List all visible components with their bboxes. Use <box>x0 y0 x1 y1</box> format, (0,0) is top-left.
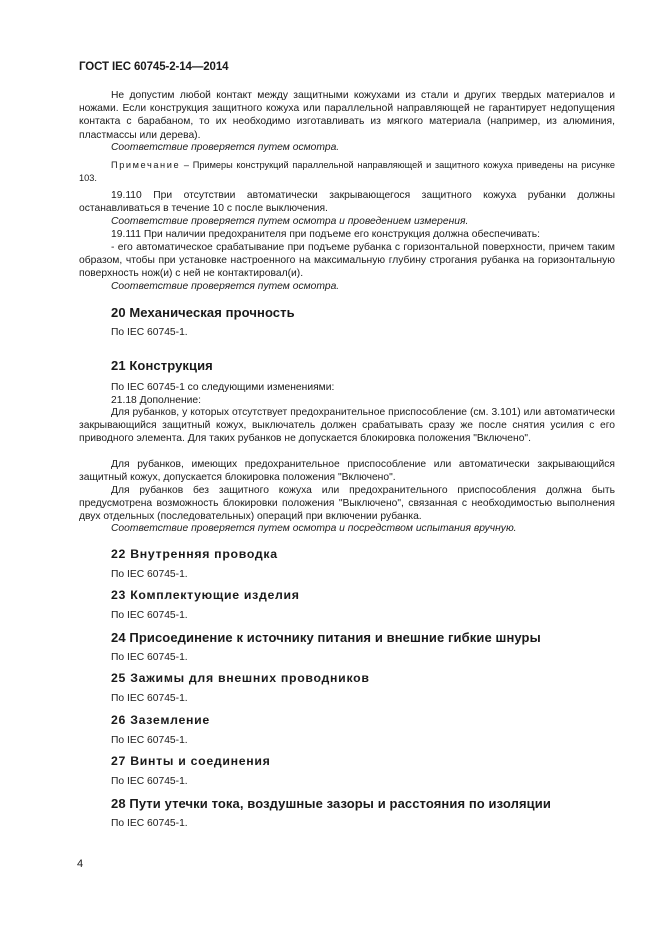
section-22-title: 22 Внутренняя проводка <box>111 547 278 561</box>
note <box>79 159 615 184</box>
section-21-p4: Для рубанков, имеющих предохранительное приспособление или автоматически закрывающийся защитный кожух, допускается блокировка положения "Включено". <box>79 459 615 484</box>
section-28-title: 28 Пути утечки тока, воздушные зазоры и расстояния по изоляции <box>111 796 551 811</box>
compliance-check: Соответствие проверяется путем осмотра и посредством испытания вручную. <box>111 523 517 534</box>
section-24-title: 24 Присоединение к источнику питания и внешние гибкие шнуры <box>111 630 541 645</box>
section-21-p5: Для рубанков без защитного кожуха или предохранительного приспособления должна быть предусмотрена возможность блокировки положения "Выключено", связанная с необходимостью выполнения двух отдельных (последовательных) операций при включении рубанка. <box>79 485 615 523</box>
section-23-ref: По IEC 60745-1. <box>111 610 188 621</box>
paragraph-19-110: 19.110 При отсутствии автоматически закрывающегося защитного кожуха рубанки должны останавливаться в течение 10 с после выключения. <box>79 190 615 215</box>
section-24-ref: По IEC 60745-1. <box>111 652 188 663</box>
section-21-title: 21 Конструкция <box>111 358 213 373</box>
compliance-check: Соответствие проверяется путем осмотра. <box>111 281 340 292</box>
section-27-title: 27 Винты и соединения <box>111 754 271 768</box>
compliance-check: Соответствие проверяется путем осмотра и проведением измерения. <box>111 216 469 227</box>
section-25-ref: По IEC 60745-1. <box>111 693 188 704</box>
document-header: ГОСТ IEC 60745-2-14—2014 <box>79 61 229 73</box>
note-label: Примечание <box>111 160 181 170</box>
paragraph-19-111-item: - его автоматическое срабатывание при подъеме рубанка с горизонтальной поверхности, причем таким образом, чтобы при установке настроенного на максимальную глубину строгания рубанка на горизонтальную поверхность нож(и) с ней не контактировал(и). <box>79 242 615 280</box>
section-20-title: 20 Механическая прочность <box>111 305 295 320</box>
section-21-intro: По IEC 60745-1 со следующими изменениями: <box>111 382 335 393</box>
paragraph-19-111: 19.111 При наличии предохранителя при подъеме его конструкция должна обеспечивать: <box>111 229 540 240</box>
section-21-p3: Для рубанков, у которых отсутствует предохранительное приспособление (см. 3.101) или автоматически закрывающийся защитный кожух, выключатель должен срабатывать сразу же после снятия усилия с его приводного элемента. Для таких рубанков не допускается блокировка положения "Включено". <box>79 407 615 445</box>
section-27-ref: По IEC 60745-1. <box>111 776 188 787</box>
page-number: 4 <box>77 858 84 870</box>
section-21-18: 21.18 Дополнение: <box>111 395 201 406</box>
compliance-check: Соответствие проверяется путем осмотра. <box>111 142 340 153</box>
section-22-ref: По IEC 60745-1. <box>111 569 188 580</box>
section-26-title: 26 Заземление <box>111 713 210 727</box>
paragraph-contact: Не допустим любой контакт между защитными кожухами из стали и других твердых материалов и ножами. Если конструкция защитного кожуха или параллельной направляющей не гарантирует недопущения контакта с барабаном, то их необходимо изготавливать из мягкого материала (например, из алюминия, пластмассы или дерева). <box>79 90 615 141</box>
note-text: – Примеры конструкций параллельной направляющей и защитного кожуха приведены на рисунке 103. <box>79 160 615 183</box>
section-26-ref: По IEC 60745-1. <box>111 735 188 746</box>
section-28-ref: По IEC 60745-1. <box>111 818 188 829</box>
section-23-title: 23 Комплектующие изделия <box>111 588 300 602</box>
section-25-title: 25 Зажимы для внешних проводников <box>111 671 370 685</box>
section-20-ref: По IEC 60745-1. <box>111 327 188 338</box>
